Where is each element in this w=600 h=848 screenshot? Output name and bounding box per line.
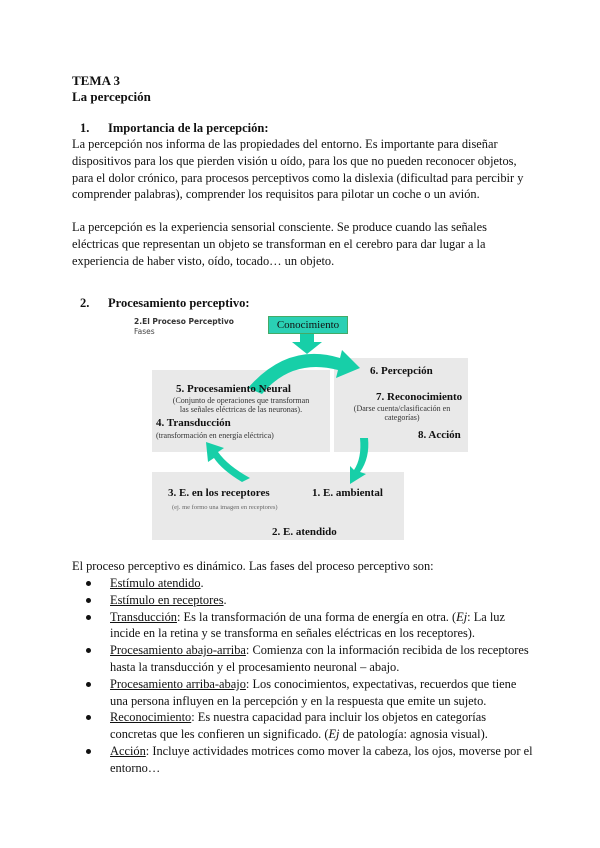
phase-description: : Es nuestra capacidad para incluir los objetos en categorías concretas que les confieren un significado. ( [110, 710, 487, 742]
bullet-icon [86, 749, 91, 754]
transduccion-desc: (transformación en energía eléctrica) [156, 431, 274, 440]
phase-term: Procesamiento arriba-abajo [110, 676, 246, 691]
phase-description: . [223, 592, 227, 607]
section1-title: Importancia de la percepción: [108, 121, 269, 135]
section2-number: 2. [80, 296, 90, 310]
reconocimiento-title: 7. Reconocimiento [376, 391, 463, 403]
reconocimiento-desc [338, 404, 466, 422]
phase-list-item [72, 575, 534, 592]
section2-heading [80, 296, 380, 312]
phase-term: Estímulo en receptores [110, 592, 224, 607]
arrow-right-down [350, 438, 368, 484]
phase-description: : Los conocimientos, expectativas, recuerdos que tiene una persona influyen en la percepción y en la respuesta que emite un sujeto. [110, 676, 517, 708]
paragraph: La percepción es la experiencia sensorial consciente. Se produce cuando las señales eléctricas que representan un objeto se transforman en el cerebro para dar lugar a la experiencia de haber visto, oído, tocado… un objeto. [72, 220, 487, 268]
neural-desc [154, 396, 328, 414]
diagram-caption-title: 2.El Proceso Perceptivo [134, 317, 234, 326]
phase-list-item [72, 592, 534, 609]
neural-desc-line: (Conjunto de operaciones que transforman [172, 396, 310, 405]
bullet-icon [86, 648, 91, 653]
section1-number: 1. [80, 121, 90, 135]
phase-description: : Incluye actividades motrices como mover la cabeza, los ojos, moverse por el entorno… [110, 743, 533, 775]
section1-heading [80, 121, 380, 137]
phase-list-item [72, 743, 534, 777]
phase-term: Acción [110, 743, 146, 758]
phase-description: : Es la transformación de una forma de energía en otra. ( [177, 609, 457, 624]
reconocimiento-desc-line: (Darse cuenta/clasificación en [353, 404, 451, 413]
perceptive-process-diagram [128, 312, 478, 544]
section2-title: Procesamiento perceptivo: [108, 296, 250, 310]
phase-list-item [72, 609, 534, 643]
ambiental-label: 1. E. ambiental [312, 487, 383, 499]
phase-list-item [72, 709, 534, 743]
percepcion-label: 6. Percepción [370, 365, 433, 377]
bullet-icon [86, 715, 91, 720]
paragraph: La percepción nos informa de las propiedades del entorno. Es importante para diseñar dispositivos para los que pierden visión u oído, para los que no pueden reconocer objetos, para el dolor crónico, para procesos perceptivos como la dislexia (dificultad para percibir y comprender palabras), comprender los requisitos para pilotar un coche o un avión. [72, 137, 524, 202]
phase-list-item [72, 642, 534, 676]
bullet-icon [86, 615, 91, 620]
reconocimiento-desc-line: categorías) [384, 413, 420, 422]
section2-intro: El proceso perceptivo es dinámico. Las fases del proceso perceptivo son: [72, 559, 434, 573]
transduccion-title: 4. Transducción [156, 417, 231, 429]
phase-example-label: Ej [328, 727, 340, 742]
phase-term: Estímulo atendido [110, 576, 201, 590]
neural-desc-line: las señales eléctricas de las neuronas). [179, 405, 303, 414]
phase-example-label: Ej [456, 609, 468, 624]
conocimiento-label: Conocimiento [268, 316, 348, 334]
bullet-icon [86, 598, 91, 603]
bullet-icon [86, 581, 91, 586]
doc-subtitle: La percepción [72, 89, 151, 104]
phase-description-cont: : La luz incide en la retina y se transforma en señales eléctricas en los receptores). [110, 609, 505, 641]
phase-description-cont: de patología: agnosia visual). [339, 727, 488, 742]
neural-title: 5. Procesamiento Neural [176, 383, 291, 395]
phase-term: Procesamiento abajo-arriba [110, 643, 246, 658]
doc-title: TEMA 3 [72, 73, 121, 88]
accion-label: 8. Acción [418, 429, 461, 441]
arrow-conocimiento-down [292, 332, 322, 354]
phase-list-item [72, 676, 534, 710]
phase-description: . [200, 576, 204, 590]
arrow-left-up [206, 442, 250, 482]
phase-term: Transducción [110, 609, 177, 624]
phase-description: : Comienza con la información recibida de los receptores hasta la transducción y el procesamiento neuronal – abajo. [110, 643, 529, 674]
section1-body [72, 136, 532, 286]
receptores-desc: (ej. me formo una imagen en receptores) [172, 504, 278, 511]
phase-term: Reconocimiento [110, 710, 192, 725]
phases-list [72, 575, 534, 777]
receptores-label: 3. E. en los receptores [168, 487, 270, 499]
bullet-icon [86, 682, 91, 687]
diagram-caption-sub: Fases [134, 327, 155, 336]
atendido-label: 2. E. atendido [272, 526, 337, 538]
